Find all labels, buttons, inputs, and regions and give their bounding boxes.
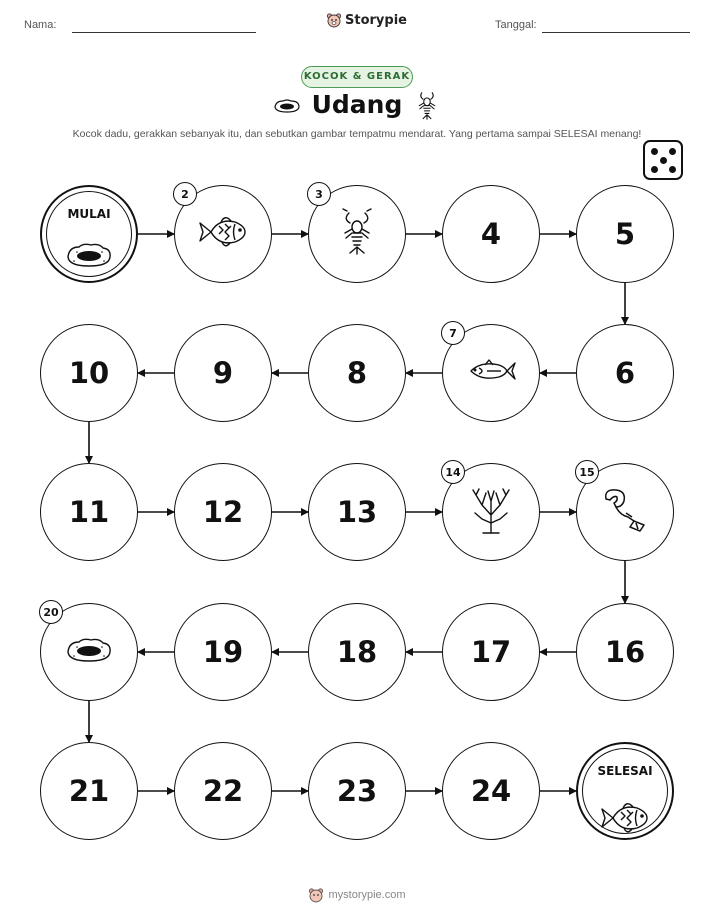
space-number: 24 <box>470 774 512 808</box>
space-number: 12 <box>202 495 244 529</box>
board-space-22[interactable] <box>174 742 272 840</box>
space-label: MULAI <box>67 207 111 221</box>
board-space-7[interactable] <box>442 324 540 422</box>
claw-icon <box>600 487 650 537</box>
board-space-5[interactable] <box>576 185 674 283</box>
brand-name: Storypie <box>345 12 407 28</box>
board-space-8[interactable] <box>308 324 406 422</box>
board-space-12[interactable] <box>174 463 272 561</box>
board-space-14[interactable] <box>442 463 540 561</box>
space-number: 6 <box>614 356 636 390</box>
space-number: 8 <box>346 356 368 390</box>
fish-icon <box>599 798 651 842</box>
finish-space[interactable] <box>576 742 674 840</box>
space-number: 5 <box>614 217 636 251</box>
board-space-9[interactable] <box>174 324 272 422</box>
start-space[interactable] <box>40 185 138 283</box>
board-space-20[interactable] <box>40 603 138 701</box>
space-number: 21 <box>68 774 110 808</box>
board-space-11[interactable] <box>40 463 138 561</box>
sand-hole-icon <box>65 241 113 273</box>
space-number-badge: 3 <box>307 182 331 206</box>
board-space-18[interactable] <box>308 603 406 701</box>
space-number: 22 <box>202 774 244 808</box>
footer <box>0 887 714 903</box>
space-number: 13 <box>336 495 378 529</box>
space-number: 17 <box>470 635 512 669</box>
board-space-24[interactable] <box>442 742 540 840</box>
space-number: 16 <box>604 635 646 669</box>
shrimp-icon <box>337 207 377 261</box>
space-number: 4 <box>480 217 502 251</box>
board-space-4[interactable] <box>442 185 540 283</box>
space-number-badge: 15 <box>575 460 599 484</box>
tuna-icon <box>465 357 517 389</box>
board-space-3[interactable] <box>308 185 406 283</box>
instructions: Kocok dadu, gerakkan sebanyak itu, dan sebutkan gambar tempatmu mendarat. Yang pertama sampai SELESAI menang! <box>72 128 642 140</box>
date-label: Tanggal: <box>495 19 537 31</box>
board-space-15[interactable] <box>576 463 674 561</box>
board-space-13[interactable] <box>308 463 406 561</box>
board-space-21[interactable] <box>40 742 138 840</box>
page-title: Udang <box>311 90 403 119</box>
space-number: 23 <box>336 774 378 808</box>
sand-hole-icon <box>65 636 113 668</box>
space-number-badge: 14 <box>441 460 465 484</box>
space-number: 19 <box>202 635 244 669</box>
bear-mascot-icon <box>308 887 324 903</box>
space-number: 11 <box>68 495 110 529</box>
board-space-23[interactable] <box>308 742 406 840</box>
space-number-badge: 20 <box>39 600 63 624</box>
coral-icon <box>468 485 514 539</box>
space-number-badge: 7 <box>441 321 465 345</box>
fish-icon <box>197 212 249 256</box>
activity-tag: KOCOK & GERAK <box>301 66 413 88</box>
space-number-badge: 2 <box>173 182 197 206</box>
board-space-19[interactable] <box>174 603 272 701</box>
space-number: 10 <box>68 356 110 390</box>
board-space-16[interactable] <box>576 603 674 701</box>
name-label: Nama: <box>24 19 57 31</box>
board-space-6[interactable] <box>576 324 674 422</box>
space-number: 9 <box>212 356 234 390</box>
space-number: 18 <box>336 635 378 669</box>
board-space-10[interactable] <box>40 324 138 422</box>
board-space-2[interactable] <box>174 185 272 283</box>
space-label: SELESAI <box>597 764 653 778</box>
footer-url: mystorypie.com <box>328 889 406 901</box>
board-space-17[interactable] <box>442 603 540 701</box>
